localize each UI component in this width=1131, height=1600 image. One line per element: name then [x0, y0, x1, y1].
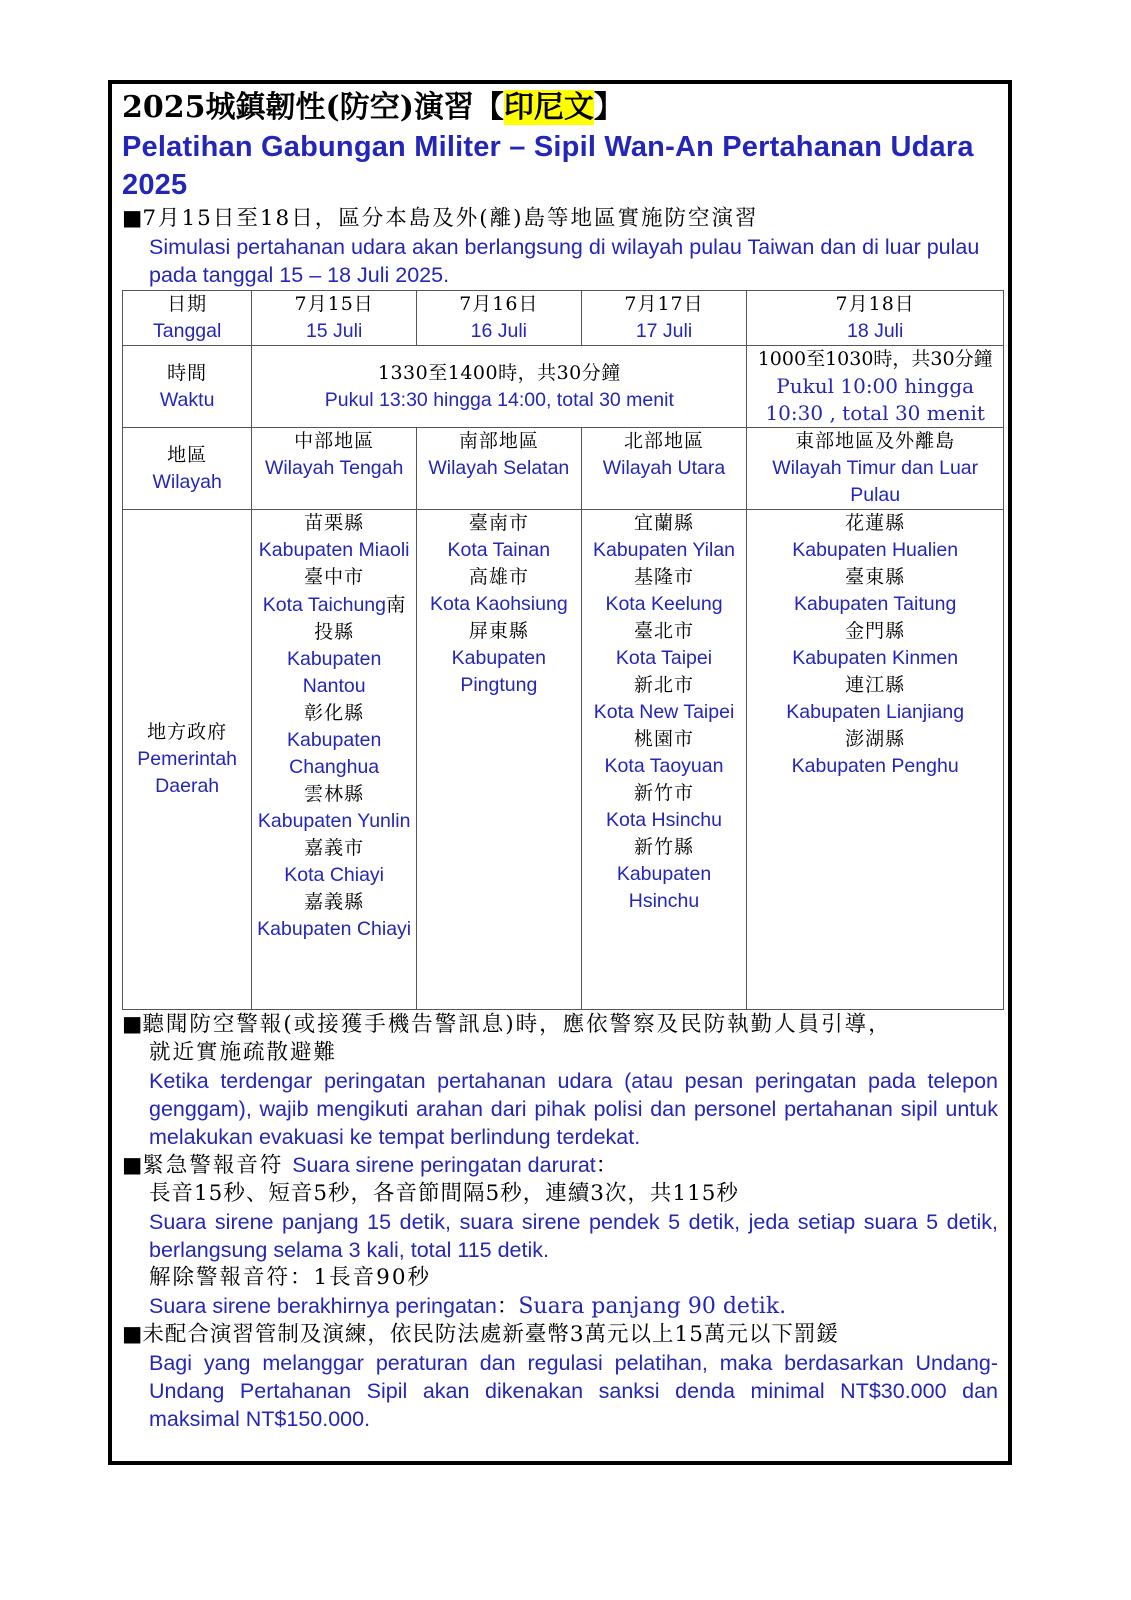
gov-list-east — [747, 510, 1004, 1010]
gov-name-id: Kabupaten Hualien — [792, 539, 959, 561]
gov-list-north — [581, 510, 747, 1010]
region-row — [123, 428, 1004, 510]
gov-label-cell: 地方政府 Pemerintah Daerah — [123, 510, 252, 1010]
penalty-id: Bagi yang melanggar peraturan dan regulasi pelatihan, maka berdasarkan Undang-Undang Pertahanan Sipil akan dikenakan sanksi denda minimal NT$30.000 dan maksimal NT$150.000. — [149, 1351, 998, 1431]
gov-name-zh: 澎湖縣 — [845, 728, 906, 750]
gov-name-zh: 基隆市 — [633, 566, 694, 588]
gov-name-zh: 臺東縣 — [845, 566, 906, 588]
region-label-cell: 地區 Wilayah — [123, 428, 252, 510]
gov-name-id: Pingtung — [460, 674, 538, 696]
siren-alarm-zh: 長音15秒、短音5秒，各音節間隔5秒，連續3次，共115秒 — [149, 1181, 739, 1206]
evac-zh-2: 就近實施疏散避難 — [149, 1040, 338, 1065]
gov-name-zh: 連江縣 — [845, 674, 906, 696]
region-cell: 北部地區 Wilayah Utara — [581, 428, 747, 510]
gov-name-id: Changhua — [289, 756, 380, 778]
title-id: Pelatihan Gabungan Militer – Sipil Wan-An Pertahanan Udara 2025 — [122, 131, 974, 201]
siren-alarm-id: Suara sirene panjang 15 detik, suara sirene pendek 5 detik, jeda setiap suara 5 detik, berlangsung selama 3 kali, total 115 detik. — [149, 1210, 998, 1262]
gov-name-zh: 高雄市 — [468, 566, 529, 588]
gov-name-id: Kota Taoyuan — [604, 755, 724, 777]
siren-clear-id: Suara sirene berakhirnya peringatan：Suara panjang 90 detik. — [149, 1294, 787, 1319]
gov-name-id: Hsinchu — [628, 890, 700, 912]
gov-name-zh: 新竹市 — [633, 782, 694, 804]
gov-name-id: Kabupaten Yunlin — [257, 810, 411, 832]
gov-name-zh: 臺中市 — [304, 566, 365, 588]
gov-name-zh: 屏東縣 — [468, 620, 529, 642]
gov-name-zh: 花蓮縣 — [845, 512, 906, 534]
gov-name-zh: 金門縣 — [845, 620, 906, 642]
schedule-table — [122, 290, 1004, 1010]
region-cell: 東部地區及外離島 Wilayah Timur dan Luar Pulau — [747, 428, 1004, 510]
gov-name-id: Kabupaten Chiayi — [257, 918, 412, 940]
date-cell: 7月16日 16 Juli — [416, 291, 581, 346]
gov-name-zh: 嘉義縣 — [304, 891, 365, 913]
siren-clear-zh: 解除警報音符：1長音90秒 — [149, 1265, 432, 1290]
date-cell: 7月18日 18 Juli — [747, 291, 1004, 346]
gov-name-zh: 臺北市 — [633, 620, 694, 642]
government-row — [123, 510, 1004, 1010]
title-zh: 2025城鎮韌性(防空)演習【印尼文】 — [122, 90, 624, 125]
gov-name-id: Kabupaten Yilan — [592, 539, 736, 561]
gov-name-id: Kota Hsinchu — [606, 809, 722, 831]
gov-name-zh: 新竹縣 — [633, 836, 694, 858]
gov-name-id: Kabupaten Penghu — [791, 755, 959, 777]
time-main-cell: 1330至1400時，共30分鐘 Pukul 13:30 hingga 14:00, total 30 menit — [252, 346, 747, 428]
gov-name-id: Kabupaten Lianjiang — [786, 701, 965, 723]
gov-name-zh: 彰化縣 — [304, 702, 365, 724]
penalty-zh: ■未配合演習管制及演練，依民防法處新臺幣3萬元以上15萬元以下罰鍰 — [122, 1322, 839, 1347]
evac-zh: ■聽聞防空警報(或接獲手機告警訊息)時，應依警察及民防執勤人員引導， — [122, 1012, 892, 1037]
gov-name-zh: 宜蘭縣 — [633, 512, 694, 534]
gov-name-zh: 新北市 — [633, 674, 694, 696]
gov-name-id: Kota Chiayi — [284, 864, 384, 886]
evac-id: Ketika terdengar peringatan pertahanan udara (atau pesan peringatan pada telepon genggam), wajib mengikuti arahan dari pihak polisi dan personel pertahanan sipil untuk melakukan evakuasi ke tempat berlindung terdekat. — [149, 1069, 998, 1149]
gov-name-id: Kota New Taipei — [593, 701, 735, 723]
date-row — [123, 291, 1004, 346]
gov-list-central — [252, 510, 417, 1010]
gov-name-id: Kota Taipei — [615, 647, 713, 669]
gov-name-id: Kabupaten Miaoli — [258, 539, 410, 561]
gov-name-id: Kabupaten Kinmen — [792, 647, 959, 669]
date-cell: 7月17日 17 Juli — [581, 291, 747, 346]
gov-name-id: Kota Taichung南 — [262, 593, 406, 616]
gov-name-id: Kabupaten — [451, 647, 546, 669]
gov-name-id: Kabupaten — [286, 648, 382, 670]
region-cell: 南部地區 Wilayah Selatan — [416, 428, 581, 510]
gov-name-zh: 投縣 — [314, 621, 355, 643]
gov-name-id: Kabupaten — [616, 863, 712, 885]
gov-name-zh: 桃園市 — [633, 728, 694, 750]
gov-name-zh: 苗栗縣 — [304, 512, 365, 534]
gov-name-id: Nantou — [302, 675, 366, 697]
gov-name-zh: 嘉義市 — [304, 837, 365, 859]
region-cell: 中部地區 Wilayah Tengah — [252, 428, 417, 510]
title-highlight: 印尼文 — [503, 90, 594, 125]
time-east-cell: 1000至1030時，共30分鐘 Pukul 10:00 hingga 10:30 , total 30 menit — [747, 346, 1004, 428]
intro-zh: ■7月15日至18日，區分本島及外(離)島等地區實施防空演習 — [122, 206, 759, 231]
gov-name-id: Kota Tainan — [447, 539, 551, 561]
gov-list-south — [416, 510, 581, 1010]
intro-id: Simulasi pertahanan udara akan berlangsung di wilayah pulau Taiwan dan di luar pulau pada tanggal 15 – 18 Juli 2025. — [149, 235, 980, 287]
time-row — [123, 346, 1004, 428]
siren-heading: ■緊急警報音符 Suara sirene peringatan darurat： — [122, 1153, 620, 1178]
gov-name-id: Kabupaten — [286, 729, 382, 751]
date-label-cell: 日期 Tanggal — [123, 291, 252, 346]
date-cell: 7月15日 15 Juli — [252, 291, 417, 346]
gov-name-id: Kota Keelung — [605, 593, 723, 615]
gov-name-zh: 臺南市 — [468, 512, 529, 534]
notice-frame — [108, 80, 1012, 1465]
time-label-cell: 時間 Waktu — [123, 346, 252, 428]
gov-name-zh: 雲林縣 — [304, 783, 365, 805]
gov-name-id: Kabupaten Taitung — [794, 593, 957, 615]
gov-name-id: Kota Kaohsiung — [429, 593, 568, 615]
